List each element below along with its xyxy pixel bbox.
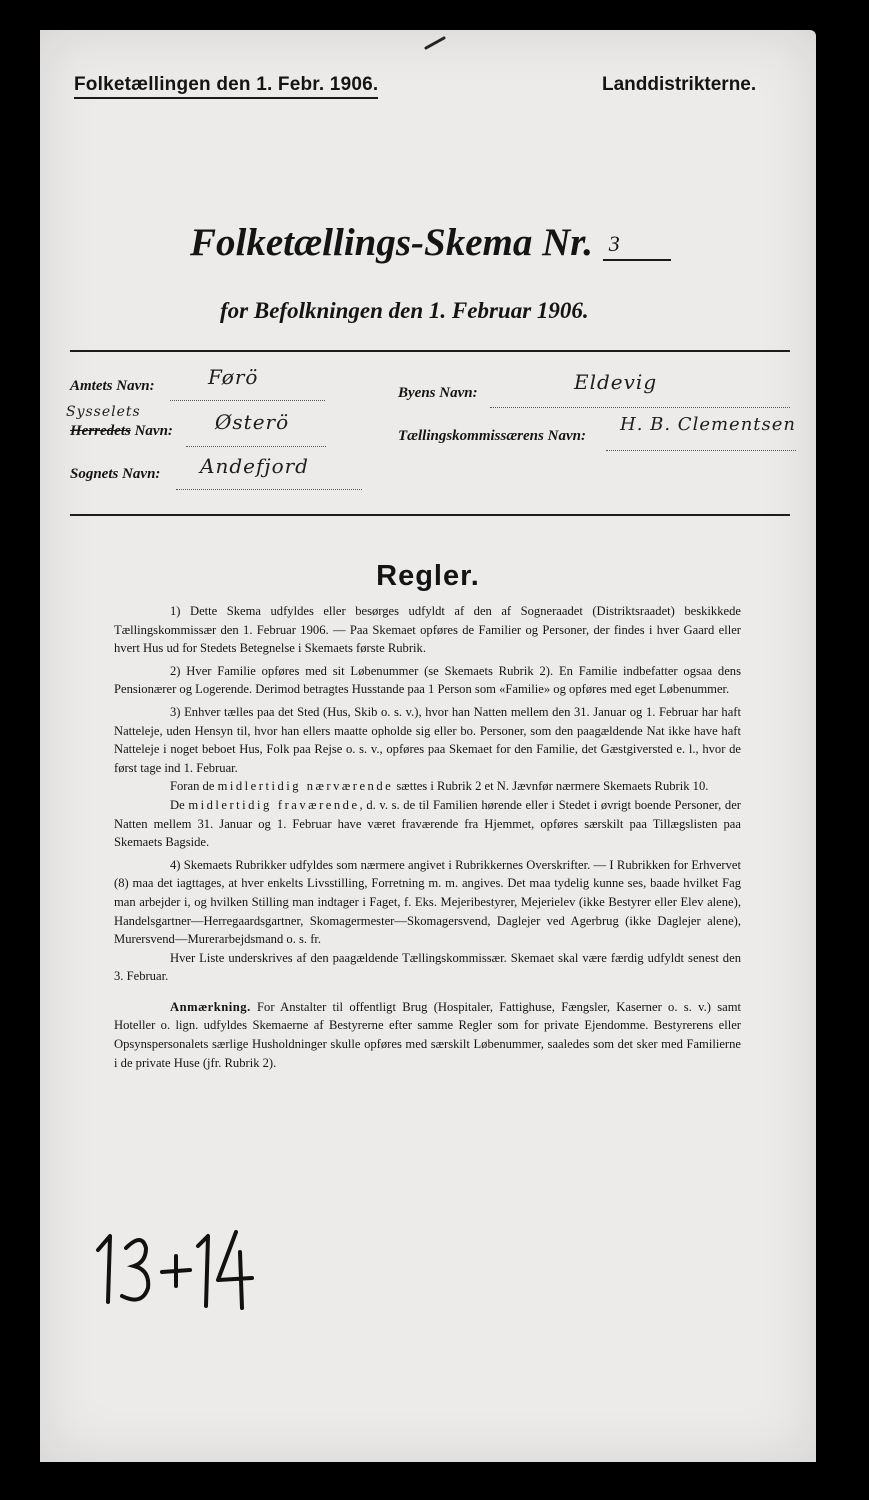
rule-3-fravaerende-post: , d. v. s. de til Familien hørende eller i Stedet i øvrigt boende Personer, der Natten mellem 31. Januar og 1. Februar have været fraværende fra Hjemmet, opføres særskilt paa Tillægslisten paa Skemaets Bagside.	[114, 797, 741, 850]
rule-3-foran-spaced: midlertidig nærværende	[217, 779, 394, 794]
rule-1: 1) Dette Skema udfyldes eller besørges udfyldt af den af Sogneraadet (Distriktsraadet) beskikkede Tællingskommissær den 1. Februar 1906. — Paa Skemaet opføres de Familier og Personer, der findes i hver Gaard eller hvert Hus ud for Stedets Betegnelse i Skemaets første Rubrik.	[114, 604, 741, 656]
top-divider	[70, 350, 790, 352]
kommissaer-value-handwritten: H. B. Clementsen	[620, 414, 797, 435]
rules-heading: Regler.	[376, 560, 480, 592]
census-header-left: Folketællingen den 1. Febr. 1906.	[74, 74, 378, 99]
form-title-text: Folketællings-Skema Nr.	[190, 221, 594, 264]
rule-3-fravaerende	[114, 796, 741, 852]
rules-body	[114, 602, 741, 1072]
census-header-right: Landdistrikterne.	[602, 74, 757, 95]
sogn-label: Sognets Navn:	[70, 466, 161, 482]
herred-label	[70, 423, 173, 440]
kommissaer-label: Tællingskommissærens Navn:	[398, 428, 586, 444]
form-subtitle: for Befolkningen den 1. Februar 1906.	[220, 298, 589, 323]
census-form-page	[40, 30, 816, 1462]
rule-3: 3) Enhver tælles paa det Sted (Hus, Skib o. s. v.), hvor han Natten mellem den 31. Januar og 1. Februar har haft Natteleje, uden Hensyn til, hvor han ellers maatte opholde sig eller bo. Personer, som den paagældende Nat ikke have haft Natteleje i noget beboet Hus, Folk paa Rejse o. s. v., opføres paa Skemaet for den Familie, det Gæstgiversted e. l., hvor de først tage ind 1. Februar.	[114, 704, 741, 775]
herred-label-suffix: Navn:	[134, 423, 173, 439]
herred-value-handwritten: Østerö	[215, 410, 290, 434]
pencil-tick-mark	[424, 36, 446, 50]
rule-3-fravaerende-spaced: midlertidig fraværende	[188, 797, 360, 812]
rules-note	[114, 998, 741, 1072]
rule-4-liste: Hver Liste underskrives af den paagældende Tællingskommissær. Skemaet skal være færdig udfyldt senest den 3. Februar.	[114, 950, 741, 984]
rule-2: 2) Hver Familie opføres med sit Løbenummer (se Skemaets Rubrik 2). En Familie indbefatter ogsaa dens Pensionærer og Logerende. Derimod betragtes Husstande paa 1 Person som «Familie» og opføres med eget Løbenummer.	[114, 663, 741, 697]
amt-value-handwritten: Førö	[208, 365, 259, 389]
by-value-handwritten: Eldevig	[574, 370, 658, 394]
rule-3-foran-pre: Foran de	[170, 779, 218, 794]
by-label: Byens Navn:	[398, 385, 478, 401]
bottom-divider	[70, 514, 790, 516]
form-number-handwritten: 3	[603, 231, 671, 261]
rule-4: 4) Skemaets Rubrikker udfyldes som nærmere angivet i Rubrikkernes Overskrifter. — I Rubrikken for Erhvervet (8) maa det iagttages, at hver enkelts Livsstilling, Forretning m. m. angives. Det maa tydelig kunne ses, baade hvilket Fag man arbejder i, og hvilken Stilling man indtager i Faget, f. Eks. Mejeribestyrer, Mejerielev (ikke Bestyrer eller Elev alene), Handelsgartner—Herregaardsgartner, Skomagermester—Skomagersvend, Daglejer ved Agerbrug (ikke Daglejer alene), Murersvend—Murerarbejdsmand o. s. fr.	[114, 857, 741, 947]
herred-label-struck: Herredets	[70, 423, 131, 439]
rules-note-text: For Anstalter til offentligt Brug (Hospitaler, Fattighuse, Fængsler, Kaserner o. s. v.) samt Hoteller o. lign. udfyldes Skemaerne af Bestyrerne efter samme Regler som for private Ejendomme. Bestyrerens eller Opsynspersonalets særlige Husholdninger skulle opføres med særskilt Løbenummer, saaledes som det sker med Familierne i de private Huse (jfr. Rubrik 2).	[114, 999, 741, 1070]
form-title	[40, 220, 816, 265]
rules-note-label: Anmærkning.	[170, 999, 251, 1014]
rule-3-fravaerende-pre: De	[170, 797, 189, 812]
rule-3-foran-post: sættes i Rubrik 2 et N. Jævnfør nærmere Skemaets Rubrik 10.	[393, 779, 709, 794]
handwritten-page-mark	[90, 1222, 260, 1312]
sogn-value-handwritten: Andefjord	[200, 454, 309, 478]
rule-3-foran	[114, 777, 741, 796]
herred-prefix-handwritten: Sysselets	[66, 404, 141, 420]
amt-label: Amtets Navn:	[70, 378, 155, 394]
